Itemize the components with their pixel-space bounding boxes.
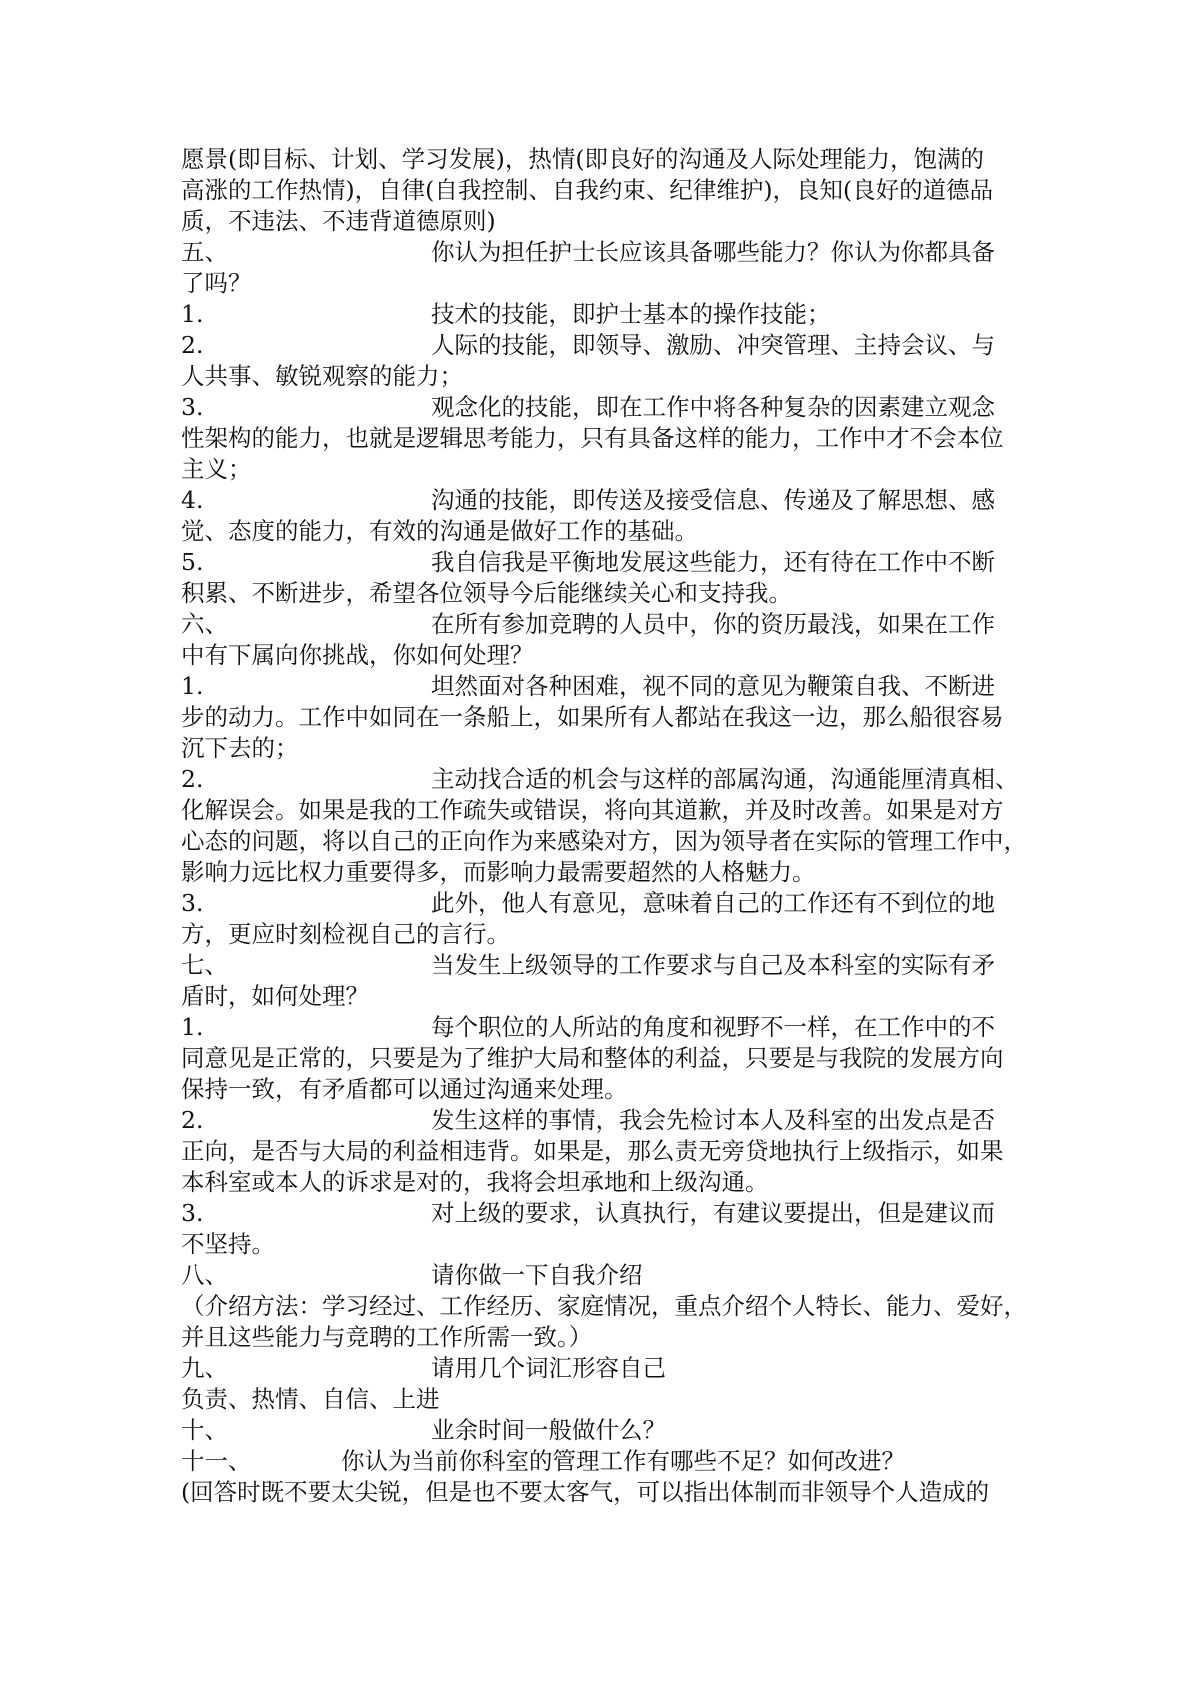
item-number: 1. [181,1013,204,1041]
item-number: 2. [181,1106,204,1134]
line-text: （介绍方法：学习经过、工作经历、家庭情况，重点介绍个人特长、能力、爱好， [181,1292,1027,1320]
question-line [181,1446,1041,1476]
body-text-line [181,919,1041,949]
item-number: 3. [181,889,204,917]
line-text: (回答时既不要太尖锐，但是也不要太客气，可以指出体制而非领导个人造成的 [181,1478,990,1506]
item-text: 对上级的要求，认真执行，有建议要提出，但是建议而 [431,1199,995,1227]
question-number: 八、 [181,1261,228,1289]
item-text: 坦然面对各种困难，视不同的意见为鞭策自我、不断进 [431,672,995,700]
item-number: 2. [181,765,204,793]
question-number: 七、 [181,951,228,979]
body-text-line [181,1322,1041,1352]
body-text-line [181,733,1041,763]
line-text: 觉、态度的能力，有效的沟通是做好工作的基础。 [181,517,698,545]
item-number: 5. [181,548,204,576]
body-text-line [181,1477,1041,1507]
answer-item-line [181,1012,1041,1042]
question-text: 在所有参加竞聘的人员中，你的资历最浅，如果在工作 [431,610,995,638]
line-text: 质，不违法、不违背道德原则) [181,207,496,235]
line-text: 盾时，如何处理？ [181,982,369,1010]
body-text-line [181,1229,1041,1259]
body-text-line [181,361,1041,391]
line-text: 负责、热情、自信、上进 [181,1385,440,1413]
body-text-line [181,578,1041,608]
body-text-line [181,144,1041,174]
line-text: 方，更应时刻检视自己的言行。 [181,920,510,948]
item-text: 此外，他人有意见，意味着自己的工作还有不到位的地 [431,889,995,917]
item-text: 技术的技能，即护士基本的操作技能； [431,300,831,328]
item-number: 3. [181,1199,204,1227]
line-text: 步的动力。工作中如同在一条船上，如果所有人都站在我这一边，那么船很容易 [181,703,1004,731]
question-number: 五、 [181,238,228,266]
line-text: 不坚持。 [181,1230,275,1258]
question-number: 十一、 [181,1447,252,1475]
body-text-line [181,1074,1041,1104]
answer-item-line [181,764,1041,794]
answer-item-line [181,671,1041,701]
body-text-line [181,516,1041,546]
item-number: 4. [181,486,204,514]
line-text: 了吗？ [181,269,252,297]
line-text: 影响力远比权力重要得多，而影响力最需要超然的人格魅力。 [181,858,816,886]
line-text: 同意见是正常的，只要是为了维护大局和整体的利益，只要是与我院的发展方向 [181,1044,1004,1072]
question-line [181,1415,1041,1445]
item-number: 2. [181,331,204,359]
item-text: 沟通的技能，即传送及接受信息、传递及了解思想、感 [431,486,995,514]
line-text: 积累、不断进步，希望各位领导今后能继续关心和支持我。 [181,579,792,607]
item-number: 1. [181,672,204,700]
body-text-line [181,981,1041,1011]
answer-item-line [181,1105,1041,1135]
line-text: 正向，是否与大局的利益相违背。如果是，那么责无旁贷地执行上级指示，如果 [181,1137,1004,1165]
item-text: 我自信我是平衡地发展这些能力，还有待在工作中不断 [431,548,995,576]
line-text: 主义； [181,455,252,483]
answer-item-line [181,299,1041,329]
question-line [181,1353,1041,1383]
answer-item-line [181,485,1041,515]
question-line [181,237,1041,267]
line-text: 化解误会。如果是我的工作疏失或错误，将向其道歉，并及时改善。如果是对方 [181,796,1004,824]
question-line [181,950,1041,980]
body-text-line [181,268,1041,298]
line-text: 保持一致，有矛盾都可以通过沟通来处理。 [181,1075,628,1103]
question-text: 请你做一下自我介绍 [431,1261,643,1289]
question-number: 九、 [181,1354,228,1382]
body-text-line [181,702,1041,732]
body-text-line [181,423,1041,453]
body-text-line [181,795,1041,825]
body-text-line [181,1384,1041,1414]
question-number: 十、 [181,1416,228,1444]
item-text: 主动找合适的机会与这样的部属沟通，沟通能厘清真相、 [431,765,1019,793]
body-text-line [181,454,1041,484]
line-text: 中有下属向你挑战，你如何处理？ [181,641,534,669]
body-text-line [181,175,1041,205]
body-text-line [181,1136,1041,1166]
question-text: 业余时间一般做什么？ [431,1416,666,1444]
question-text: 你认为当前你科室的管理工作有哪些不足？如何改进？ [341,1447,905,1475]
question-text: 请用几个词汇形容自己 [431,1354,666,1382]
body-text-line [181,1043,1041,1073]
answer-item-line [181,392,1041,422]
answer-item-line [181,547,1041,577]
item-text: 发生这样的事情，我会先检讨本人及科室的出发点是否 [431,1106,995,1134]
question-text: 当发生上级领导的工作要求与自己及本科室的实际有矛 [431,951,995,979]
item-number: 1. [181,300,204,328]
line-text: 高涨的工作热情)，自律(自我控制、自我约束、纪律维护)，良知(良好的道德品 [181,176,994,204]
item-text: 观念化的技能，即在工作中将各种复杂的因素建立观念 [431,393,995,421]
body-text-line [181,857,1041,887]
item-text: 人际的技能，即领导、激励、冲突管理、主持会议、与 [431,331,995,359]
body-text-line [181,640,1041,670]
answer-item-line [181,888,1041,918]
line-text: 人共事、敏锐观察的能力； [181,362,463,390]
body-text-line [181,826,1041,856]
body-text-line [181,206,1041,236]
question-line [181,1260,1041,1290]
answer-item-line [181,1198,1041,1228]
line-text: 并且这些能力与竞聘的工作所需一致。） [181,1323,593,1351]
line-text: 心态的问题，将以自己的正向作为来感染对方，因为领导者在实际的管理工作中， [181,827,1027,855]
line-text: 性架构的能力，也就是逻辑思考能力，只有具备这样的能力，工作中才不会本位 [181,424,1004,452]
question-text: 你认为担任护士长应该具备哪些能力？你认为你都具备 [431,238,995,266]
answer-item-line [181,330,1041,360]
question-line [181,609,1041,639]
line-text: 沉下去的； [181,734,299,762]
line-text: 愿景(即目标、计划、学习发展)，热情(即良好的沟通及人际处理能力，饱满的 [181,145,985,173]
question-number: 六、 [181,610,228,638]
body-text-line [181,1291,1041,1321]
line-text: 本科室或本人的诉求是对的，我将会坦承地和上级沟通。 [181,1168,769,1196]
body-text-line [181,1167,1041,1197]
item-number: 3. [181,393,204,421]
item-text: 每个职位的人所站的角度和视野不一样，在工作中的不 [431,1013,995,1041]
